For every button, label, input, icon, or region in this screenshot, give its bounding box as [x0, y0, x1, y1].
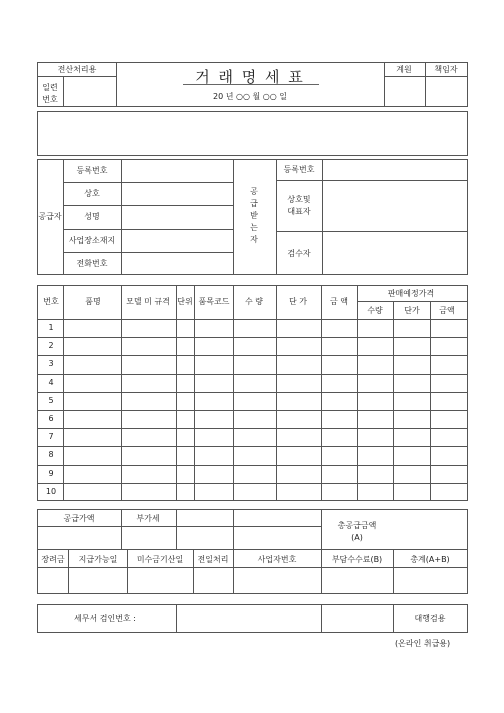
serial-label: 일련 번호	[42, 83, 58, 104]
supplier-address-field[interactable]	[122, 230, 232, 251]
burden-fee-label: 부담수수료(B)	[331, 555, 383, 564]
approver-clerk-sign[interactable]	[385, 77, 424, 106]
tax-office-verification-field[interactable]	[177, 605, 320, 632]
receiver-representative-field[interactable]	[323, 181, 467, 230]
tax-office-verification-label: 세무서 검인번호 :	[74, 614, 136, 623]
table-row[interactable]	[64, 447, 467, 463]
receivable-start-date-label: 미수금기산일	[136, 555, 184, 564]
approver-manager-sign[interactable]	[426, 77, 467, 106]
payable-date-label: 지급가능일	[78, 555, 118, 564]
row-number: 7	[48, 432, 54, 441]
title-underline	[183, 84, 319, 85]
supplier-registration-label: 등록번호	[76, 166, 108, 175]
table-row[interactable]	[64, 484, 467, 500]
online-use-note: (온라인 취급용)	[395, 639, 451, 648]
resale-col-amount: 금액	[439, 306, 455, 315]
col-header-product: 품명	[85, 297, 101, 306]
receiver-inspector-field[interactable]	[323, 232, 467, 274]
receiver-registration-field[interactable]	[323, 160, 467, 179]
col-header-unit: 단위	[177, 297, 193, 306]
supplier-registration-field[interactable]	[122, 160, 232, 181]
table-row[interactable]	[64, 411, 467, 427]
resale-col-unit-price: 단가	[404, 306, 420, 315]
burden-fee-field[interactable]	[322, 568, 392, 593]
receiver-side-label: 공 급 받 는 자	[250, 187, 258, 244]
vat-field[interactable]	[122, 527, 175, 548]
row-number: 1	[48, 323, 54, 332]
row-number: 9	[48, 469, 54, 478]
previous-day-processing-label: 전일처리	[197, 555, 229, 564]
document-title: 거 래 명 세 표	[195, 68, 305, 86]
resale-col-quantity: 수량	[367, 306, 383, 315]
supplier-phone-field[interactable]	[122, 253, 232, 274]
vat-label: 부가세	[136, 514, 160, 523]
previous-day-processing-field[interactable]	[194, 568, 232, 593]
serial-number-field[interactable]	[64, 77, 115, 106]
supplier-address-label: 사업장소재지	[68, 236, 116, 245]
grand-total-label: 총공급금액 (A)	[337, 521, 377, 542]
supplier-company-label: 상호	[84, 189, 100, 198]
incentive-field[interactable]	[38, 568, 67, 593]
table-row[interactable]	[64, 375, 467, 391]
row-number: 5	[48, 396, 54, 405]
date-line: 20 년 ○○ 월 ○○ 일	[212, 92, 288, 101]
row-number: 4	[48, 378, 54, 387]
col-header-quantity: 수 량	[245, 297, 263, 306]
col-header-amount: 금 액	[330, 297, 348, 306]
memo-box[interactable]	[37, 111, 468, 156]
approver-clerk-label: 계원	[396, 65, 412, 74]
col-header-model-spec: 모델 미 규격	[126, 297, 170, 306]
approver-manager-label: 책임자	[434, 65, 458, 74]
business-number-label: 사업자번호	[257, 555, 297, 564]
supplier-name-label: 성명	[84, 212, 100, 221]
table-row[interactable]	[64, 320, 467, 336]
row-number: 6	[48, 414, 54, 423]
supply-amount-label: 공급가액	[63, 514, 95, 523]
resale-price-group-header: 판매예정가격	[387, 289, 435, 298]
supplier-side-label: 공급자	[38, 212, 62, 221]
supplier-phone-label: 전화번호	[76, 259, 108, 268]
total-ab-field[interactable]	[394, 568, 467, 593]
row-number: 8	[48, 450, 54, 459]
receiver-representative-label: 상호및 대표자	[287, 195, 311, 216]
total-ab-label: 총계(A+B)	[410, 555, 450, 564]
table-row[interactable]	[64, 338, 467, 354]
grand-total-field[interactable]	[394, 510, 467, 548]
col-header-item-code: 품목코드	[198, 297, 230, 306]
payable-date-field[interactable]	[69, 568, 126, 593]
row-number: 3	[48, 359, 54, 368]
supply-amount-field[interactable]	[38, 527, 120, 548]
col-header-number: 번호	[43, 297, 59, 306]
supplier-company-field[interactable]	[122, 183, 232, 204]
table-row[interactable]	[64, 466, 467, 482]
table-row[interactable]	[64, 356, 467, 372]
receivable-start-date-field[interactable]	[128, 568, 192, 593]
incentive-label: 장려금	[41, 555, 65, 564]
business-number-field[interactable]	[234, 568, 320, 593]
supplier-name-field[interactable]	[122, 206, 232, 228]
table-row[interactable]	[64, 393, 467, 409]
receiver-registration-label: 등록번호	[283, 165, 315, 174]
agent-use-label: 대행검용	[414, 614, 446, 623]
col-header-unit-price: 단 가	[289, 297, 307, 306]
row-number: 10	[45, 487, 57, 496]
table-row[interactable]	[64, 429, 467, 445]
agent-blank-field[interactable]	[322, 605, 392, 632]
processing-label: 전산처리용	[57, 65, 97, 74]
receiver-inspector-label: 검수자	[287, 249, 311, 258]
row-number: 2	[48, 341, 54, 350]
